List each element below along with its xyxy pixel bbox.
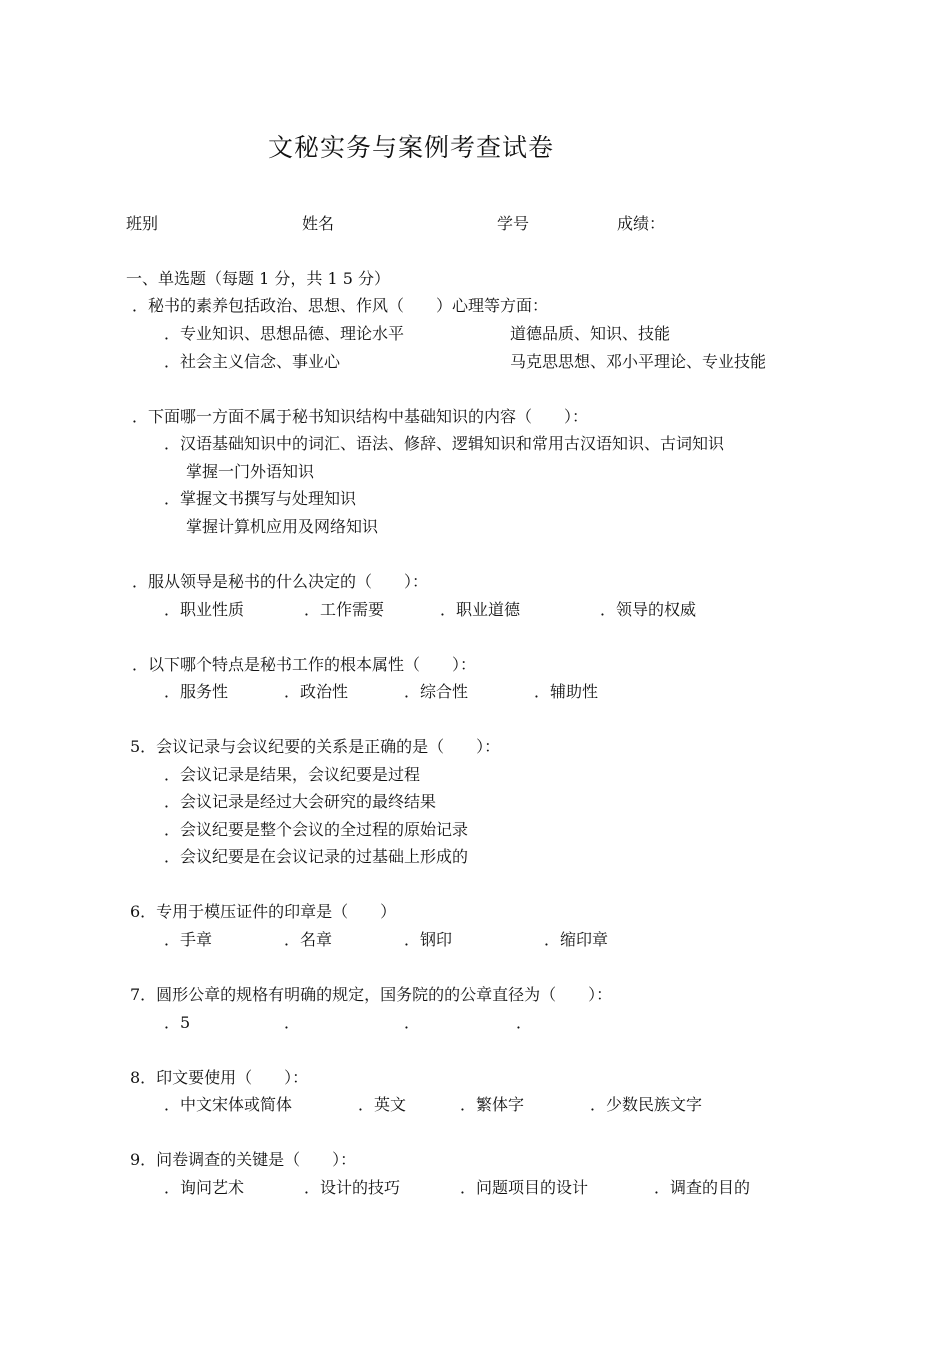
option-a: ．汉语基础知识中的词汇、语法、修辞、逻辑知识和常用古汉语知识、古词知识 [164,434,725,453]
option-b: ．英文 [358,1095,407,1114]
option-b: ．工作需要 [304,600,385,619]
option-a: ．会议记录是结果，会议纪要是过程 [164,765,421,784]
option-d: ．辅助性 [534,682,599,701]
question-stem: 5．会议记录与会议纪要的关系是正确的是（ ）： [130,737,501,756]
option-b: ．设计的技巧 [304,1178,401,1197]
question-stem: 8．印文要使用（ ）： [130,1068,309,1087]
option-c: ．综合性 [404,682,469,701]
option-c: ．掌握文书撰写与处理知识 [164,489,357,508]
option-c: ．职业道德 [440,600,521,619]
option-a: ．询问艺术 [164,1178,245,1197]
section-heading: 一、单选题（每题 1 分，共 1 5 分） [126,269,390,288]
option-c: ．会议纪要是整个会议的全过程的原始记录 [164,820,469,839]
option-d: ．缩印章 [544,930,609,949]
question-stem: 9．问卷调查的关键是（ ）： [130,1150,357,1169]
option-d: ．少数民族文字 [590,1095,703,1114]
option-b: 道德品质、知识、技能 [510,324,671,343]
option-c: ．繁体字 [460,1095,525,1114]
question-stem: 6．专用于模压证件的印章是（ ） [130,902,397,921]
option-c: ．社会主义信念、事业心 [164,352,341,371]
option-d: 马克思思想、邓小平理论、专业技能 [510,352,767,371]
option-a: ．职业性质 [164,600,245,619]
option-a: ．服务性 [164,682,229,701]
option-d: ．调查的目的 [654,1178,751,1197]
page-title: 文秘实务与案例考查试卷 [268,133,555,162]
option-d: ．领导的权威 [600,600,697,619]
option-a: ．中文宋体或简体 [164,1095,293,1114]
option-a: ．手章 [164,930,213,949]
option-c: ． [404,1013,421,1032]
option-d: ．会议纪要是在会议记录的过基础上形成的 [164,847,469,866]
option-b: ．名章 [284,930,333,949]
option-d: ． [516,1013,533,1032]
option-d: 掌握计算机应用及网络知识 [186,517,379,536]
option-a: ．专业知识、思想品德、理论水平 [164,324,405,343]
class-label: 班别 [126,214,159,233]
question-stem: ．服从领导是秘书的什么决定的（ ）： [132,572,429,591]
option-b: ．会议记录是经过大会研究的最终结果 [164,792,437,811]
option-b: 掌握一门外语知识 [186,462,315,481]
option-b: ． [284,1013,301,1032]
score-label: 成绩： [617,214,666,233]
name-label: 姓名 [302,214,335,233]
student-id-label: 学号 [497,214,530,233]
question-stem: ．下面哪一方面不属于秘书知识结构中基础知识的内容（ ）： [132,407,589,426]
option-c: ．钢印 [404,930,453,949]
question-stem: ．秘书的素养包括政治、思想、作风（ ）心理等方面： [132,296,549,315]
option-a: ．5 [164,1013,191,1032]
option-b: ．政治性 [284,682,349,701]
option-c: ．问题项目的设计 [460,1178,589,1197]
question-stem: ．以下哪个特点是秘书工作的根本属性（ ）： [132,655,477,674]
question-stem: 7．圆形公章的规格有明确的规定，国务院的的公章直径为（ ）： [130,985,613,1004]
